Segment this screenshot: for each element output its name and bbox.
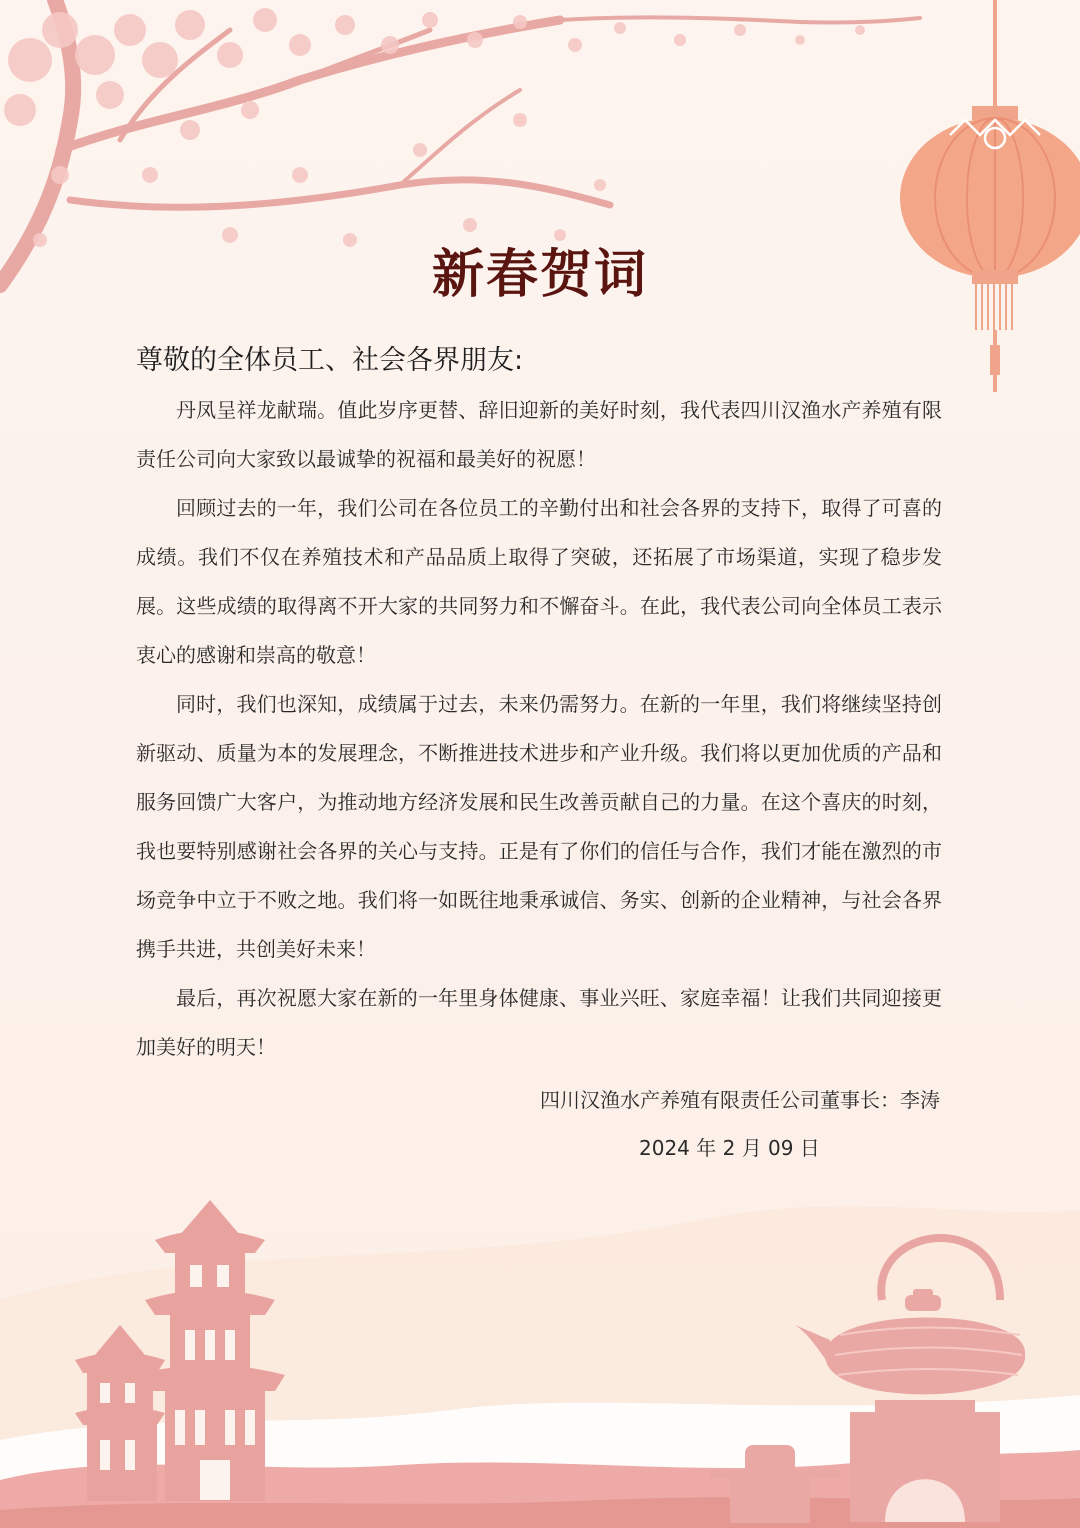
paragraph: 最后，再次祝愿大家在新的一年里身体健康、事业兴旺、家庭幸福！让我们共同迎接更加美好的明天！ xyxy=(136,986,942,1059)
signature: 四川汉渔水产养殖有限责任公司董事长：李涛 xyxy=(540,1088,940,1112)
letter-body xyxy=(136,386,942,1072)
paragraph: 同时，我们也深知，成绩属于过去，未来仍需努力。在新的一年里，我们将继续坚持创新驱动、质量为本的发展理念，不断推进技术进步和产业升级。我们将以更加优质的产品和服务回馈广大客户，为推动地方经济发展和民生改善贡献自己的力量。在这个喜庆的时刻，我也要特别感谢社会各界的关心与支持。正是有了你们的信任与合作，我们才能在激烈的市场竞争中立于不败之地。我们将一如既往地秉承诚信、务实、创新的企业精神，与社会各界携手共进，共创美好未来！ xyxy=(136,692,942,961)
paragraph: 丹凤呈祥龙献瑞。值此岁序更替、辞旧迎新的美好时刻，我代表四川汉渔水产养殖有限责任公司向大家致以最诚挚的祝福和最美好的祝愿！ xyxy=(136,398,942,471)
red-lantern-icon xyxy=(890,0,1080,400)
paragraph: 回顾过去的一年，我们公司在各位员工的辛勤付出和社会各界的支持下，取得了可喜的成绩。我们不仅在养殖技术和产品品质上取得了突破，还拓展了市场渠道，实现了稳步发展。这些成绩的取得离不开大家的共同努力和不懈奋斗。在此，我代表公司向全体员工表示衷心的感谢和崇高的敬意！ xyxy=(136,496,942,667)
date: 2024 年 2 月 09 日 xyxy=(639,1136,820,1160)
salutation: 尊敬的全体员工、社会各界朋友: xyxy=(136,345,524,376)
teapot-icon xyxy=(700,1205,1040,1525)
page-title: 新春贺词 xyxy=(431,245,648,305)
pagoda-icon xyxy=(75,1195,285,1505)
